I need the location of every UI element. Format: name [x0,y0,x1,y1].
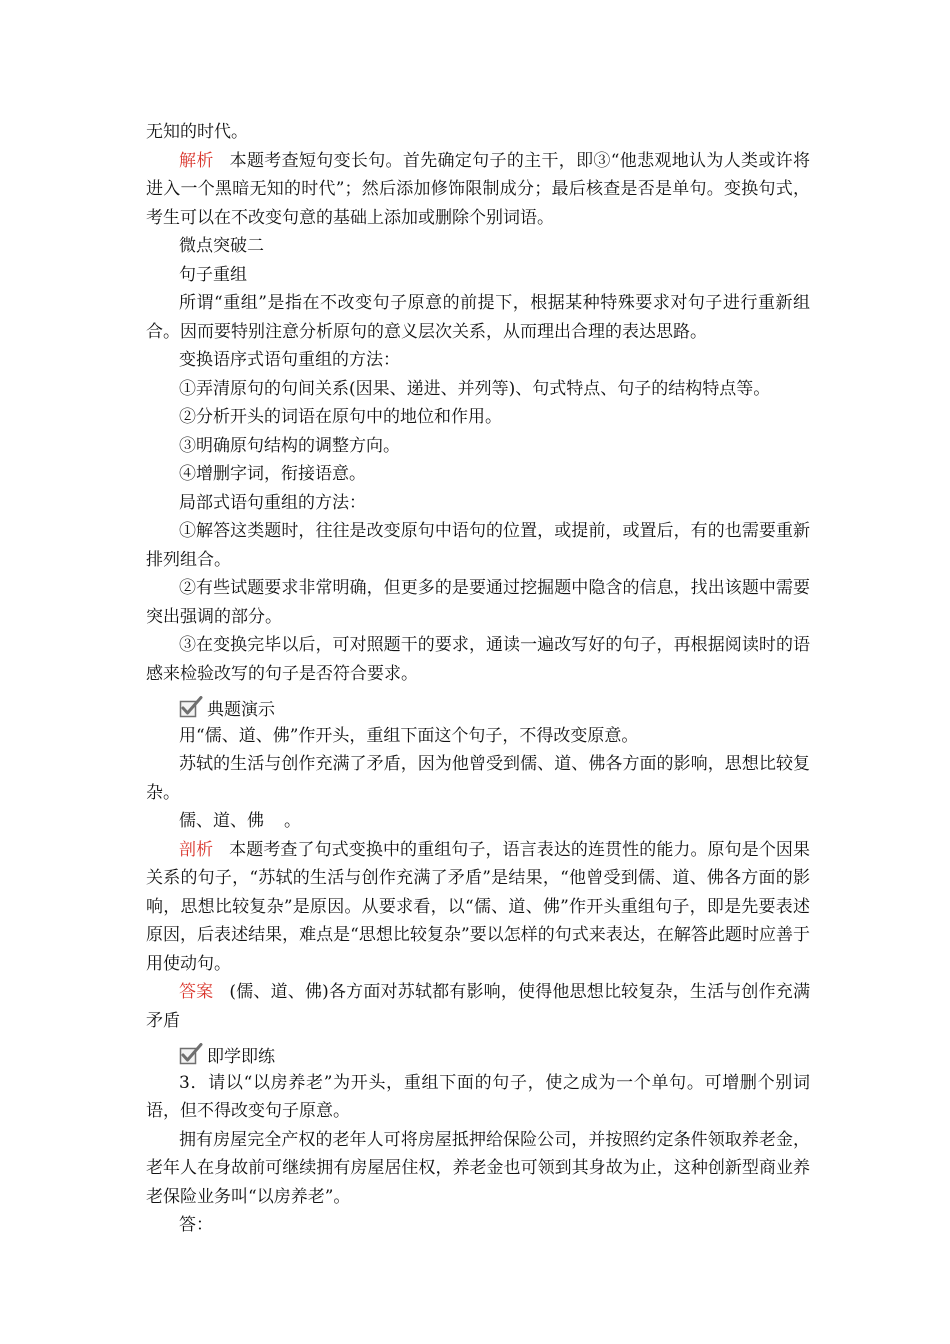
paragraph: 无知的时代。 [146,122,248,142]
checkmark-icon [179,1043,203,1065]
method-item: ③在变换完毕以后，可对照题干的要求，通读一遍改写好的句子，再根据阅读时的语感来检验改写的句子是否符合要求。 [146,635,810,684]
method-heading: 局部式语句重组的方法： [179,492,366,513]
question-text: 用“儒、道、佛”作开头，重组下面这个句子，不得改变原意。 [179,725,639,746]
example-heading [179,693,810,722]
checkmark-icon [179,696,203,718]
method-heading: 变换语序式语句重组的方法： [179,350,400,370]
answer-line-start: 儒、道、佛 [179,811,264,831]
answer-paragraph [146,978,810,1035]
analysis-tag: 解析 [179,150,214,171]
document-body [146,118,810,1240]
method-item: ④增删字词，衔接语意。 [179,464,366,484]
analysis-paragraph [146,147,810,233]
question-sentence: 苏轼的生活与创作充满了矛盾，因为他曾受到儒、道、佛各方面的影响，思想比较复杂。 [146,754,810,803]
analysis-text: 本题考查短句变长句。首先确定句子的主干，即③“他悲观地认为人类或许将进入一个黑暗无知的时代”；然后添加修饰限制成分；最后核查是否是单句。变换句式，考生可以在不改变句意的基础上添加或删除个别词语。 [146,150,810,228]
analysis-paragraph [146,836,810,979]
section-subtitle: 句子重组 [179,264,247,285]
answer-line-end: 。 [284,811,301,831]
practice-heading [179,1040,810,1069]
analysis-text: 本题考查了句式变换中的重组句子，语言表达的连贯性的能力。原句是个因果关系的句子，“苏轼的生活与创作充满了矛盾”是结果，“他曾受到儒、道、佛各方面的影响，思想比较复杂”是原因。从要求看，以“儒、道、佛”作开头重组句子，即是先要表述原因，后表述结果，难点是“思想比较复杂”要以怎样的句式来表达，在解答此题时应善于用使动句。 [146,839,810,974]
method-item: ③明确原句结构的调整方向。 [179,435,400,456]
example-heading-label: 典题演示 [207,699,275,720]
method-item: ②分析开头的词语在原句中的地位和作用。 [179,407,502,427]
answer-prompt: 答： [179,1215,213,1235]
answer-text: (儒、道、佛)各方面对苏轼都有影响，使得他思想比较复杂，生活与创作充满矛盾 [146,982,810,1031]
section-title: 微点突破二 [179,236,264,256]
answer-tag: 答案 [179,982,214,1002]
question-sentence: 拥有房屋完全产权的老年人可将房屋抵押给保险公司，并按照约定条件领取养老金，老年人在身故前可继续拥有房屋居住权，养老金也可领到其身故为止，这种创新型商业养老保险业务叫“以房养老”。 [146,1129,810,1207]
practice-heading-label: 即学即练 [207,1046,275,1067]
paragraph: 所谓“重组”是指在不改变句子原意的前提下，根据某种特殊要求对句子进行重新组合。因而要特别注意分析原句的意义层次关系，从而理出合理的表达思路。 [146,293,810,342]
method-item: ①弄清原句的句间关系(因果、递进、并列等)、句式特点、句子的结构特点等。 [179,378,771,399]
analysis-tag: 剖析 [179,839,214,860]
answer-line [146,807,810,836]
question-text: 3．请以“以房养老”为开头，重组下面的句子，使之成为一个单句。可增删个别词语，但不得改变句子原意。 [146,1072,810,1121]
method-item: ②有些试题要求非常明确，但更多的是要通过挖掘题中隐含的信息，找出该题中需要突出强调的部分。 [146,578,810,627]
method-item: ①解答这类题时，往往是改变原句中语句的位置，或提前，或置后，有的也需要重新排列组合。 [146,521,810,570]
